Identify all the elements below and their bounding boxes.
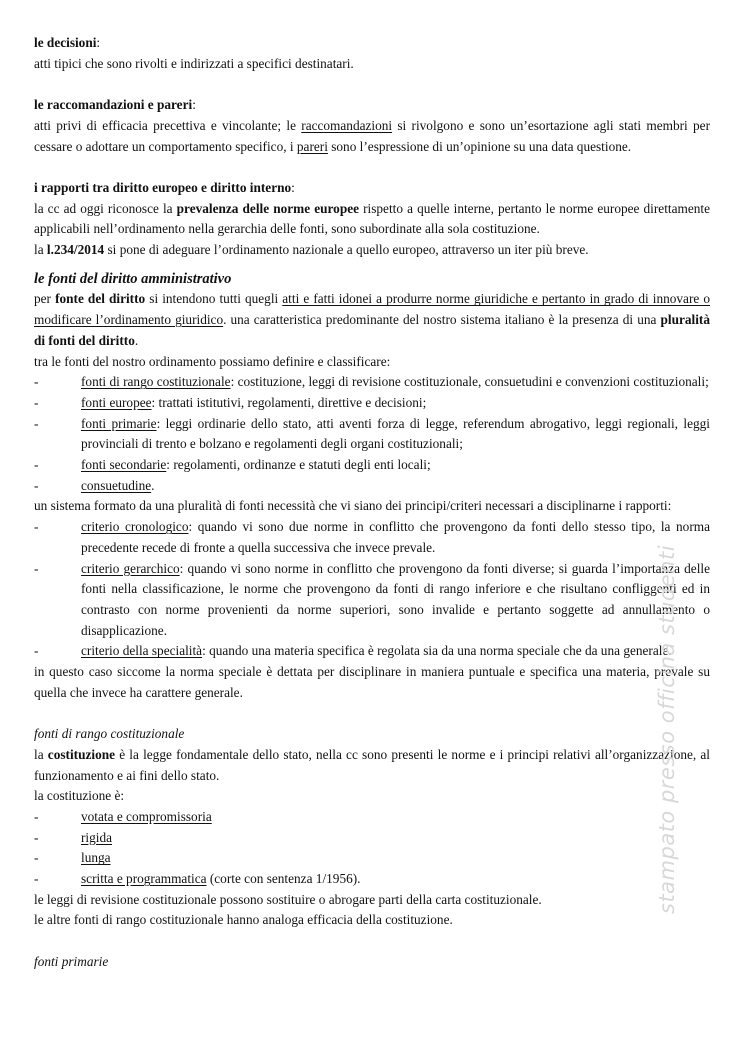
list-item: - votata e compromissoria (34, 808, 212, 824)
heading-fonti-primarie: fonti primarie (34, 953, 109, 969)
fonti-intro: tra le fonti del nostro ordinamento possiamo definire e classificare: (34, 353, 391, 369)
list-item: - criterio gerarchico: quando vi sono norme in conflitto che provengono da fonti diverse; si guarda l’importanza delle fonti nella classificazione, le norme che provengono da fonti di rango inferiore e che risultano confliggenti ed in contrasto con norme provenienti da norme superiori, sono invalide e pertanto soggette ad annullamento o disapplicazione. (34, 560, 710, 638)
section-rapporti-law: la l.234/2014 si pone di adeguare l’ordinamento nazionale a quello europeo, attraverso un iter più breve. (34, 242, 589, 257)
document-page (34, 33, 710, 973)
fonti-definition: per fonte del diritto si intendono tutti quegli atti e fatti idonei a produrre norme giuridiche e pertanto in grado di innovare o modificare l’ordinamento giuridico. una caratteristica predominante del nostro sistema italiano è la presenza di una pluralità di fonti del diritto. (34, 291, 710, 348)
costituzione-definition: la costituzione è la legge fondamentale dello stato, nella cc sono presenti le norme e i principi relativi all’organizzazione, al funzionamento e ai fini dello stato. (34, 746, 711, 783)
list-item: - fonti di rango costituzionale: costituzione, leggi di revisione costituzionale, consuetudini e convenzioni costituzionali; (34, 374, 709, 390)
list-item: - fonti europee: trattati istitutivi, regolamenti, direttive e decisioni; (34, 394, 427, 410)
criteri-intro: un sistema formato da una pluralità di fonti necessità che vi siano dei principi/criteri necessari a disciplinarne i rapporti: (34, 498, 672, 514)
section-rapporti-title: i rapporti tra diritto europeo e diritto interno: (34, 179, 295, 195)
watermark: stampato presso officina studenti (655, 544, 679, 914)
section-decisioni-text: atti tipici che sono rivolti e indirizzati a specifici destinatari. (34, 55, 354, 71)
list-item: - scritta e programmatica (corte con sentenza 1/1956). (34, 871, 361, 887)
criteri-closing: in questo caso siccome la norma speciale è dettata per disciplinare in maniera puntuale e specifica una materia, prevale su quella che invece ha carattere generale. (34, 664, 710, 700)
list-item: - criterio della specialità: quando una materia specifica è regolata sia da una norma speciale che da una generale. (34, 643, 672, 659)
list-item: - rigida (34, 829, 113, 845)
revisione-text: le leggi di revisione costituzionale possono sostituire o abrogare parti della carta costituzionale. (34, 891, 542, 907)
list-item: - criterio cronologico: quando vi sono due norme in conflitto che provengono da fonti dello stesso tipo, la norma precedente recede di fronte a quella successiva che invece prevale. (34, 519, 710, 555)
heading-fonti-rango-costituzionale: fonti di rango costituzionale (34, 726, 185, 742)
list-item: - lunga (34, 850, 111, 866)
section-raccomandazioni-text: atti privi di efficacia precettiva e vincolante; le raccomandazioni si rivolgono e sono un’esortazione agli stati membri per cessare o adottare un comportamento specifico, i pareri sono l’espressione di un’opinione su una data questione. (34, 117, 710, 154)
section-decisioni-title: le decisioni: (34, 35, 101, 50)
costituzione-intro: la costituzione è: (34, 788, 125, 804)
section-raccomandazioni-title: le raccomandazioni e pareri: (34, 97, 196, 113)
list-item: - fonti secondarie: regolamenti, ordinanze e statuti degli enti locali; (34, 457, 431, 473)
altre-fonti-text: le altre fonti di rango costituzionale hanno analoga efficacia della costituzione. (34, 912, 453, 928)
list-item: - fonti primarie: leggi ordinarie dello stato, atti aventi forza di legge, referendum abrogativo, leggi regionali, leggi provinciali di trento e bolzano e regolamenti degli organi costituzionali; (34, 415, 710, 452)
list-item: - consuetudine. (34, 477, 155, 493)
heading-fonti-diritto-amministrativo: le fonti del diritto amministrativo (34, 270, 232, 287)
section-rapporti-text: la cc ad oggi riconosce la prevalenza delle norme europee rispetto a quelle interne, pertanto le norme europee direttamente applicabili nell’ordinamento nella gerarchia delle fonti, sono subordinate alla sola costituzione. (34, 200, 710, 237)
